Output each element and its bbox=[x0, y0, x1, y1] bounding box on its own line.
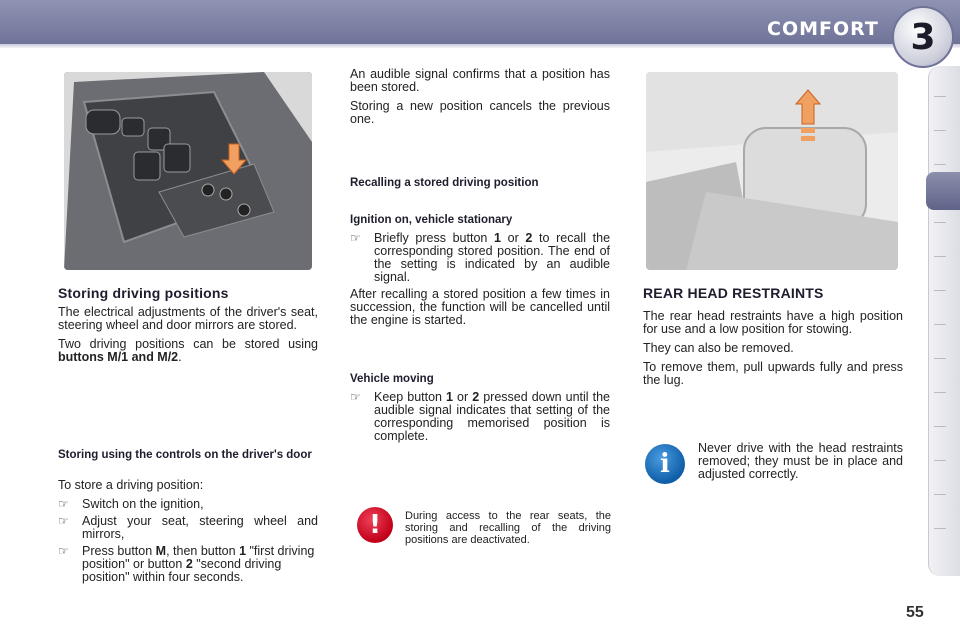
recall-stationary-text bbox=[350, 232, 610, 333]
list-item: ☞ Briefly press button 1 or 2 to recall the corresponding stored position. The end of the setting is indicated by an audible signal. bbox=[350, 231, 611, 284]
controls-subtitle: Storing using the controls on the driver's door bbox=[58, 449, 312, 461]
exclamation-icon: ! bbox=[357, 507, 393, 543]
storing-para-1: The electrical adjustments of the driver's seat, steering wheel and door mirrors are stored. bbox=[58, 305, 318, 332]
tab-divider bbox=[934, 324, 946, 325]
rear-head-restraints-text bbox=[643, 310, 903, 393]
tab-divider bbox=[934, 222, 946, 223]
hand-pointer-icon: ☞ bbox=[58, 514, 69, 528]
tab-divider bbox=[934, 96, 946, 97]
rear-para-1: The rear head restraints have a high position for use and a low position for stowing. bbox=[643, 309, 903, 336]
chapter-tab-active[interactable] bbox=[926, 172, 960, 210]
recall-subtitle: Recalling a stored driving position bbox=[350, 177, 539, 189]
tab-divider bbox=[934, 290, 946, 291]
storing-section-title: Storing driving positions bbox=[58, 285, 229, 301]
list-item: ☞ Press button M, then button 1 "first driving position" or button 2 "second driving position" within four seconds. bbox=[58, 544, 315, 584]
tab-divider bbox=[934, 256, 946, 257]
hand-pointer-icon: ☞ bbox=[350, 390, 361, 404]
chapter-tab-strip bbox=[928, 66, 960, 576]
list-item: ☞ Adjust your seat, steering wheel and mirrors, bbox=[58, 514, 318, 541]
tab-divider bbox=[934, 130, 946, 131]
hand-pointer-icon: ☞ bbox=[58, 544, 69, 558]
hand-pointer-icon: ☞ bbox=[58, 497, 69, 511]
tab-divider bbox=[934, 426, 946, 427]
rear-para-2: They can also be removed. bbox=[643, 341, 794, 355]
recall-moving-text bbox=[350, 391, 610, 447]
middle-para-1: An audible signal confirms that a position has been stored. bbox=[350, 67, 610, 94]
controls-intro: To store a driving position: bbox=[58, 478, 204, 492]
list-item: ☞ Keep button 1 or 2 pressed down until the audible signal indicates that setting of the corresponding memorised position is complete. bbox=[350, 390, 610, 443]
rear-head-restraints-title: REAR HEAD RESTRAINTS bbox=[643, 285, 824, 301]
tab-divider bbox=[934, 358, 946, 359]
info-icon: i bbox=[645, 444, 685, 484]
chapter-title: COMFORT bbox=[767, 18, 879, 40]
controls-steps bbox=[58, 479, 318, 588]
tab-divider bbox=[934, 460, 946, 461]
store-confirmation-text bbox=[350, 68, 610, 132]
page-number: 55 bbox=[906, 604, 924, 621]
door-controls-photo bbox=[64, 72, 312, 270]
list-item: ☞ Switch on the ignition, bbox=[58, 497, 204, 511]
warning-note: During access to the rear seats, the storing and recalling of the driving positions are deactivated. bbox=[405, 510, 611, 546]
tab-divider bbox=[934, 164, 946, 165]
storing-para-2: Two driving positions can be stored using buttons M/1 and M/2. bbox=[58, 337, 318, 364]
info-note: Never drive with the head restraints removed; they must be in place and adjusted correctly. bbox=[698, 441, 903, 481]
tab-divider bbox=[934, 392, 946, 393]
tab-divider bbox=[934, 528, 946, 529]
hand-pointer-icon: ☞ bbox=[350, 231, 361, 245]
rear-para-3: To remove them, pull upwards fully and press the lug. bbox=[643, 360, 903, 387]
tab-divider bbox=[934, 494, 946, 495]
chapter-number-badge: 3 bbox=[892, 6, 954, 68]
moving-subtitle: Vehicle moving bbox=[350, 373, 434, 385]
ignition-subtitle: Ignition on, vehicle stationary bbox=[350, 214, 513, 226]
storing-description bbox=[58, 306, 318, 370]
header-divider bbox=[0, 44, 960, 48]
head-restraint-photo bbox=[646, 72, 898, 270]
middle-para-2: Storing a new position cancels the previous one. bbox=[350, 99, 610, 126]
after-recall-text: After recalling a stored position a few times in succession, the function will be cancelled until the engine is started. bbox=[350, 287, 610, 327]
